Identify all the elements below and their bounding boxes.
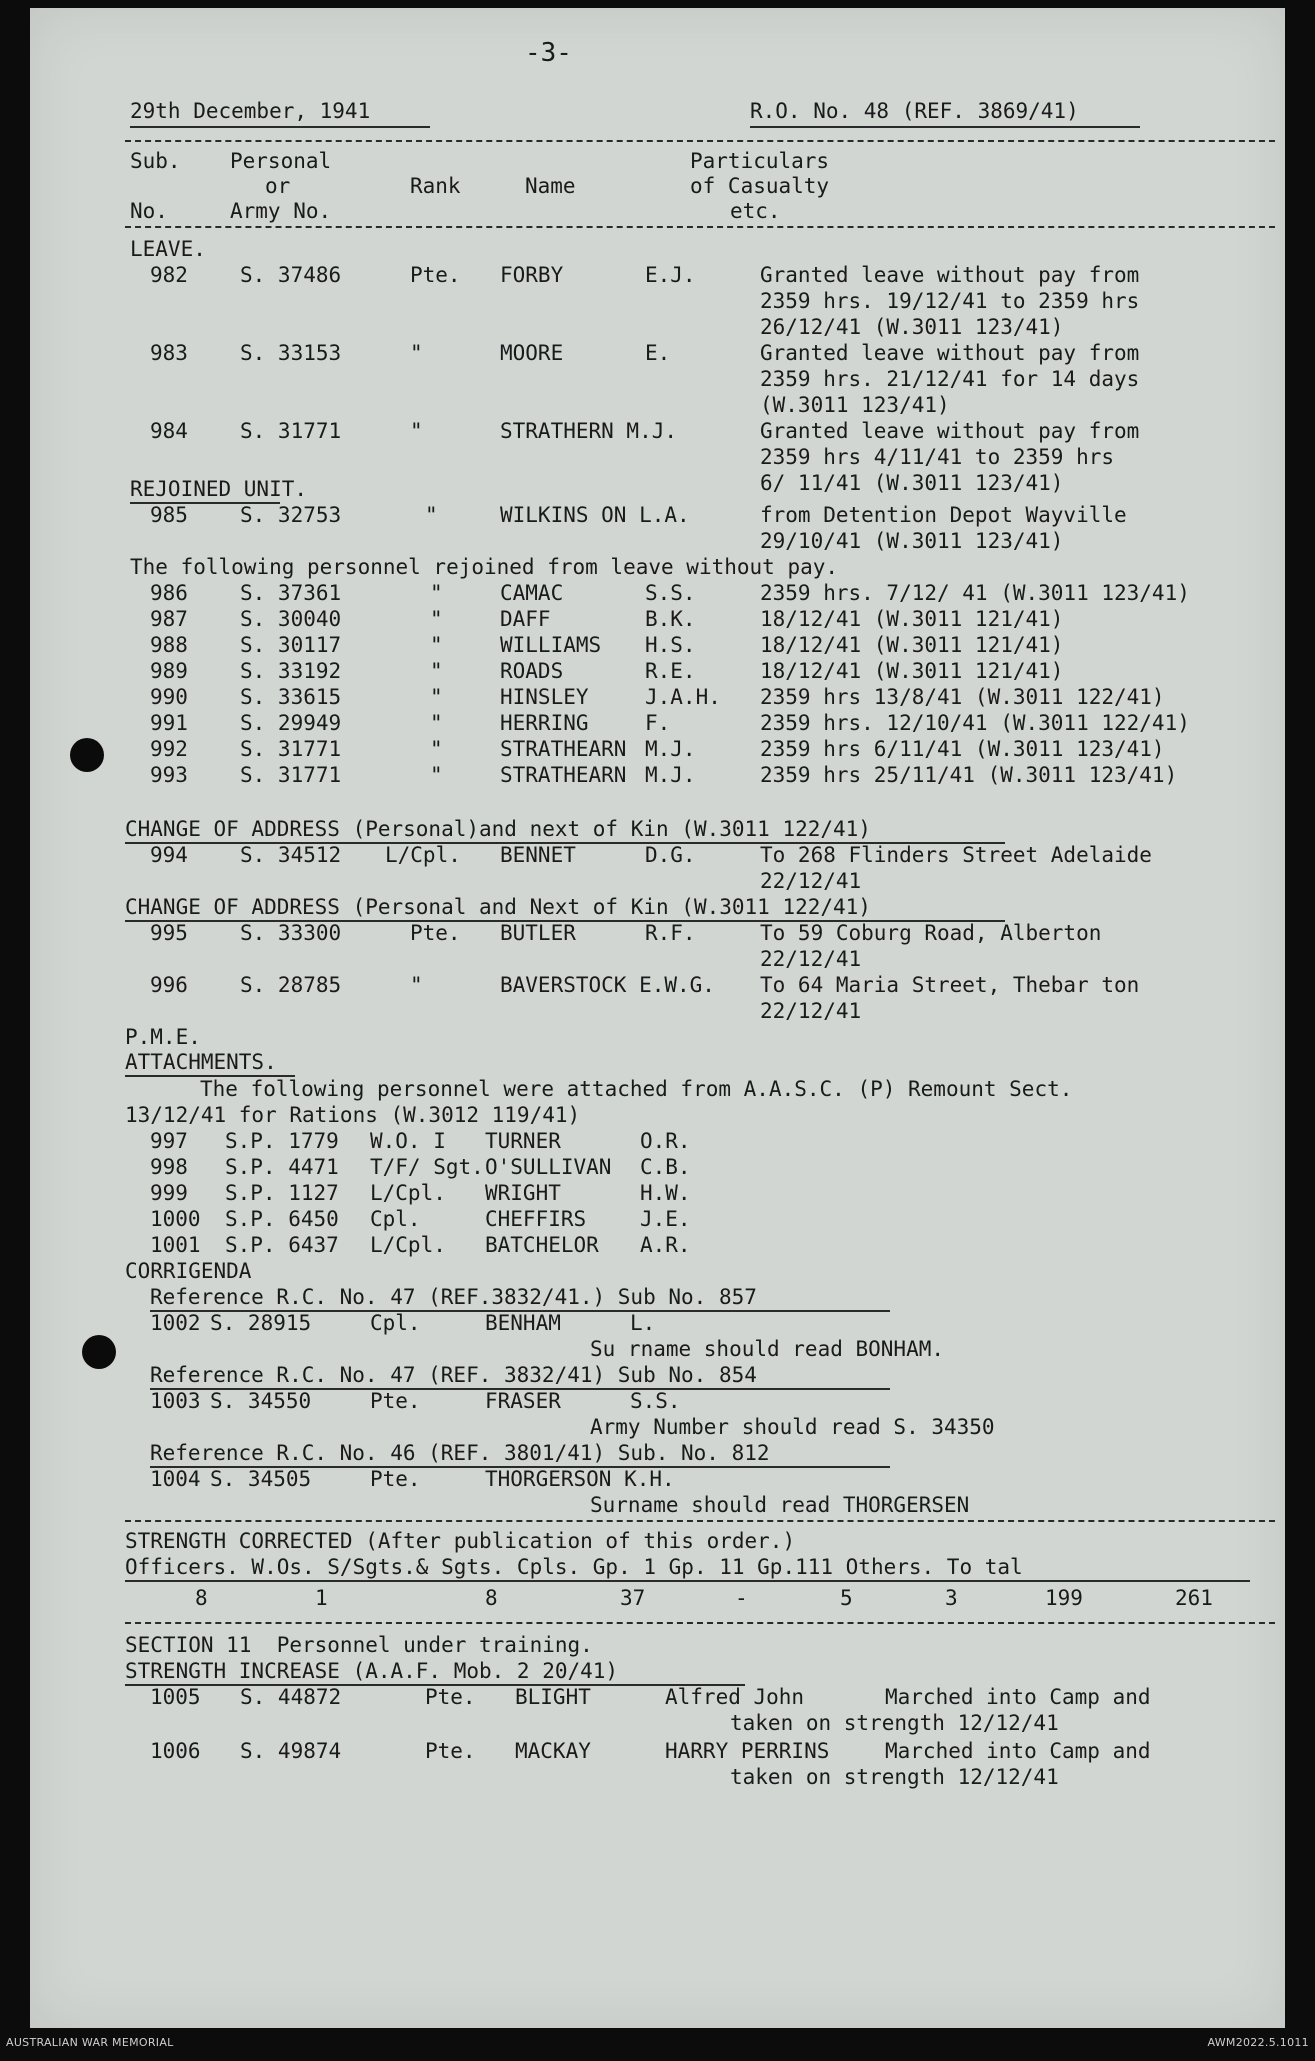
row-rank: " <box>430 581 443 605</box>
col-army-3: Army No. <box>230 199 332 223</box>
row-particulars: 2359 hrs. 21/12/41 for 14 days <box>760 367 1140 391</box>
row-name: STRATHERN M.J. <box>500 419 678 443</box>
section-leave: LEAVE. <box>130 237 206 261</box>
row-particulars: Granted leave without pay from <box>760 263 1140 287</box>
col-part-1: Particulars <box>690 149 830 173</box>
row-particulars: Marched into Camp and <box>885 1739 1151 1763</box>
row-initials: R.E. <box>645 659 696 683</box>
corrigenda-reference: Reference R.C. No. 46 (REF. 3801/41) Sub. No. 812 <box>150 1441 770 1465</box>
strength-divider <box>125 1520 1275 1522</box>
row-given-names: HARRY PERRINS <box>665 1739 830 1763</box>
row-particulars: 22/12/41 <box>760 947 862 971</box>
row-rank: " <box>425 503 438 527</box>
row-army-no: S. 29949 <box>240 711 342 735</box>
strength-value: 5 <box>840 1586 853 1610</box>
row-particulars: 29/10/41 (W.3011 123/41) <box>760 529 1064 553</box>
row-name: BAVERSTOCK E.W.G. <box>500 973 715 997</box>
row-rank: " <box>430 711 443 735</box>
row-particulars: 2359 hrs 4/11/41 to 2359 hrs <box>760 445 1115 469</box>
row-particulars: 18/12/41 (W.3011 121/41) <box>760 633 1064 657</box>
row-name: MOORE <box>500 341 564 365</box>
strength-value: - <box>735 1586 748 1610</box>
row-rank: " <box>410 341 423 365</box>
correction-note: Surname should read THORGERSEN <box>590 1493 970 1517</box>
row-particulars: Marched into Camp and <box>885 1685 1151 1709</box>
row-army-no: S. 28915 <box>210 1311 312 1335</box>
row-initials: D.G. <box>645 843 696 867</box>
row-rank: " <box>430 607 443 631</box>
section-11: SECTION 11 Personnel under training. <box>125 1633 593 1657</box>
document-page <box>30 8 1285 2028</box>
row-particulars: 2359 hrs. 19/12/41 to 2359 hrs <box>760 289 1140 313</box>
row-rank: " <box>430 763 443 787</box>
row-particulars: 2359 hrs 13/8/41 (W.3011 122/41) <box>760 685 1165 709</box>
section-increase: STRENGTH INCREASE (A.A.F. Mob. 2 20/41) <box>125 1659 619 1683</box>
correction-note: Army Number should read S. 34350 <box>590 1415 995 1439</box>
row-army-no: S. 31771 <box>240 737 342 761</box>
row-name: WRIGHT <box>485 1181 561 1205</box>
row-sub: 991 <box>150 711 188 735</box>
row-name: TURNER <box>485 1129 561 1153</box>
row-name: THORGERSON K.H. <box>485 1467 675 1491</box>
row-sub: 996 <box>150 973 188 997</box>
row-name: BLIGHT <box>515 1685 591 1709</box>
row-name: BENNET <box>500 843 576 867</box>
strength-value: 37 <box>620 1586 646 1610</box>
row-sub: 982 <box>150 263 188 287</box>
row-name: O'SULLIVAN <box>485 1155 612 1179</box>
row-initials: M.J. <box>645 763 696 787</box>
row-army-no: S. 34512 <box>240 843 342 867</box>
row-particulars: taken on strength 12/12/41 <box>730 1711 1059 1735</box>
section-pme: P.M.E. <box>125 1025 201 1049</box>
row-sub: 1005 <box>150 1685 201 1709</box>
row-rank: Cpl. <box>370 1311 421 1335</box>
row-sub: 997 <box>150 1129 188 1153</box>
row-name: CAMAC <box>500 581 564 605</box>
row-particulars: (W.3011 123/41) <box>760 393 950 417</box>
row-rank: W.O. I <box>370 1129 446 1153</box>
row-particulars: 2359 hrs 6/11/41 (W.3011 123/41) <box>760 737 1165 761</box>
row-sub: 986 <box>150 581 188 605</box>
row-initials: J.E. <box>640 1207 691 1231</box>
row-name: BATCHELOR <box>485 1233 599 1257</box>
row-name: MACKAY <box>515 1739 591 1763</box>
row-name: HINSLEY <box>500 685 589 709</box>
row-particulars: 26/12/41 (W.3011 123/41) <box>760 315 1064 339</box>
row-particulars: taken on strength 12/12/41 <box>730 1765 1059 1789</box>
date-underline <box>130 126 430 128</box>
row-initials: M.J. <box>645 737 696 761</box>
rejoin-note: The following personnel rejoined from leave without pay. <box>130 555 839 579</box>
row-initials: J.A.H. <box>645 685 721 709</box>
attach-note-2: 13/12/41 for Rations (W.3012 119/41) <box>125 1103 581 1127</box>
row-particulars: To 64 Maria Street, Thebar ton <box>760 973 1140 997</box>
row-name: WILKINS ON L.A. <box>500 503 690 527</box>
col-sub-3: No. <box>130 199 168 223</box>
row-army-no: S. 28785 <box>240 973 342 997</box>
row-initials: A.R. <box>640 1233 691 1257</box>
col-name: Name <box>525 174 576 198</box>
row-rank: " <box>430 737 443 761</box>
order-text <box>30 8 1285 2028</box>
row-sub: 998 <box>150 1155 188 1179</box>
row-particulars: 22/12/41 <box>760 869 862 893</box>
strength-header-underline <box>125 1580 1250 1582</box>
row-rank: Cpl. <box>370 1207 421 1231</box>
row-particulars: To 59 Coburg Road, Alberton <box>760 921 1102 945</box>
row-rank: L/Cpl. <box>370 1181 446 1205</box>
row-sub: 1003 <box>150 1389 201 1413</box>
corrigenda-reference: Reference R.C. No. 47 (REF.3832/41.) Sub No. 857 <box>150 1285 757 1309</box>
row-army-no: S.P. 4471 <box>225 1155 339 1179</box>
row-initials: F. <box>645 711 671 735</box>
row-rank: " <box>430 685 443 709</box>
row-sub: 1006 <box>150 1739 201 1763</box>
section-corrigenda: CORRIGENDA <box>125 1259 252 1283</box>
row-name: BUTLER <box>500 921 576 945</box>
col-part-2: of Casualty <box>690 174 830 198</box>
row-army-no: S. 31771 <box>240 763 342 787</box>
row-particulars: 22/12/41 <box>760 999 862 1023</box>
row-sub: 999 <box>150 1181 188 1205</box>
row-particulars: from Detention Depot Wayville <box>760 503 1127 527</box>
row-initials: E. <box>645 341 671 365</box>
strength-value: 8 <box>195 1586 208 1610</box>
row-name: STRATHEARN <box>500 737 627 761</box>
row-particulars: Granted leave without pay from <box>760 419 1140 443</box>
row-army-no: S.P. 1779 <box>225 1129 339 1153</box>
col-rank: Rank <box>410 174 461 198</box>
row-name: WILLIAMS <box>500 633 602 657</box>
row-army-no: S. 30117 <box>240 633 342 657</box>
row-sub: 989 <box>150 659 188 683</box>
row-particulars: Granted leave without pay from <box>760 341 1140 365</box>
row-rank: L/Cpl. <box>385 843 461 867</box>
row-initials: L. <box>630 1311 656 1335</box>
row-particulars: 2359 hrs 25/11/41 (W.3011 123/41) <box>760 763 1178 787</box>
row-initials: C.B. <box>640 1155 691 1179</box>
punch-hole-2 <box>82 1335 116 1369</box>
order-reference: R.O. No. 48 (REF. 3869/41) <box>750 99 1079 123</box>
row-army-no: S. 32753 <box>240 503 342 527</box>
section-coa-2: CHANGE OF ADDRESS (Personal and Next of Kin (W.3011 122/41) <box>125 895 871 919</box>
strength-value: 199 <box>1045 1586 1083 1610</box>
section-attachments: ATTACHMENTS. <box>125 1050 277 1074</box>
row-particulars: 18/12/41 (W.3011 121/41) <box>760 607 1064 631</box>
row-rank: Pte. <box>410 921 461 945</box>
attach-note-1: The following personnel were attached from A.A.S.C. (P) Remount Sect. <box>200 1077 1073 1101</box>
row-army-no: S. 37486 <box>240 263 342 287</box>
row-sub: 988 <box>150 633 188 657</box>
row-sub: 1000 <box>150 1207 201 1231</box>
row-army-no: S.P. 6437 <box>225 1233 339 1257</box>
row-army-no: S. 34550 <box>210 1389 312 1413</box>
strength-divider-2 <box>125 1622 1275 1624</box>
row-sub: 995 <box>150 921 188 945</box>
row-army-no: S. 33615 <box>240 685 342 709</box>
row-initials: B.K. <box>645 607 696 631</box>
section-rejoined: REJOINED UNIT. <box>130 477 308 501</box>
row-particulars: To 268 Flinders Street Adelaide <box>760 843 1152 867</box>
row-army-no: S. 49874 <box>240 1739 342 1763</box>
row-rank: " <box>410 973 423 997</box>
row-sub: 992 <box>150 737 188 761</box>
row-army-no: S.P. 6450 <box>225 1207 339 1231</box>
row-army-no: S. 30040 <box>240 607 342 631</box>
footer-archive: AUSTRALIAN WAR MEMORIAL <box>6 2036 174 2049</box>
corrigenda-reference: Reference R.C. No. 47 (REF. 3832/41) Sub No. 854 <box>150 1363 757 1387</box>
row-sub: 1001 <box>150 1233 201 1257</box>
row-initials: E.J. <box>645 263 696 287</box>
row-army-no: S. 44872 <box>240 1685 342 1709</box>
row-rank: " <box>430 633 443 657</box>
row-rank: " <box>410 419 423 443</box>
row-rank: Pte. <box>425 1685 476 1709</box>
correction-note: Su rname should read BONHAM. <box>590 1337 945 1361</box>
header-divider-2 <box>125 226 1275 228</box>
row-initials: S.S. <box>630 1389 681 1413</box>
col-sub-1: Sub. <box>130 149 181 173</box>
col-army-2: or <box>265 174 291 198</box>
row-rank: Pte. <box>425 1739 476 1763</box>
row-name: CHEFFIRS <box>485 1207 587 1231</box>
row-army-no: S.P. 1127 <box>225 1181 339 1205</box>
strength-value: 3 <box>945 1586 958 1610</box>
row-sub: 1004 <box>150 1467 201 1491</box>
order-date: 29th December, 1941 <box>130 99 371 123</box>
strength-value: 261 <box>1175 1586 1213 1610</box>
row-army-no: S. 37361 <box>240 581 342 605</box>
row-particulars: 2359 hrs. 12/10/41 (W.3011 122/41) <box>760 711 1190 735</box>
row-name: STRATHEARN <box>500 763 627 787</box>
row-name: ROADS <box>500 659 564 683</box>
row-army-no: S. 31771 <box>240 419 342 443</box>
ref-underline <box>750 126 1140 128</box>
row-given-names: Alfred John <box>665 1685 805 1709</box>
row-initials: H.W. <box>640 1181 691 1205</box>
row-rank: Pte. <box>370 1467 421 1491</box>
row-sub: 1002 <box>150 1311 201 1335</box>
row-particulars: 18/12/41 (W.3011 121/41) <box>760 659 1064 683</box>
row-rank: Pte. <box>410 263 461 287</box>
row-initials: O.R. <box>640 1129 691 1153</box>
strength-header: Officers. W.Os. S/Sgts.& Sgts. Cpls. Gp. 1 Gp. 11 Gp.111 Others. To tal <box>125 1555 1023 1579</box>
row-sub: 990 <box>150 685 188 709</box>
row-name: HERRING <box>500 711 589 735</box>
row-particulars: 6/ 11/41 (W.3011 123/41) <box>760 471 1064 495</box>
row-rank: L/Cpl. <box>370 1233 446 1257</box>
row-army-no: S. 33192 <box>240 659 342 683</box>
strength-value: 1 <box>315 1586 328 1610</box>
row-army-no: S. 33300 <box>240 921 342 945</box>
row-army-no: S. 33153 <box>240 341 342 365</box>
footer-id: AWM2022.5.1011 <box>1207 2036 1309 2049</box>
row-sub: 985 <box>150 503 188 527</box>
row-sub: 993 <box>150 763 188 787</box>
punch-hole-1 <box>70 738 104 772</box>
row-rank: T/F/ Sgt. <box>370 1155 484 1179</box>
page-number: -3- <box>525 38 572 68</box>
section-strength: STRENGTH CORRECTED (After publication of this order.) <box>125 1529 796 1553</box>
row-name: FORBY <box>500 263 564 287</box>
strength-value: 8 <box>485 1586 498 1610</box>
row-sub: 984 <box>150 419 188 443</box>
col-part-3: etc. <box>730 199 781 223</box>
row-rank: Pte. <box>370 1389 421 1413</box>
row-sub: 983 <box>150 341 188 365</box>
row-name: BENHAM <box>485 1311 561 1335</box>
col-army-1: Personal <box>230 149 332 173</box>
row-initials: R.F. <box>645 921 696 945</box>
row-rank: " <box>430 659 443 683</box>
row-name: FRASER <box>485 1389 561 1413</box>
row-particulars: 2359 hrs. 7/12/ 41 (W.3011 123/41) <box>760 581 1190 605</box>
row-initials: S.S. <box>645 581 696 605</box>
row-sub: 987 <box>150 607 188 631</box>
row-initials: H.S. <box>645 633 696 657</box>
header-divider <box>125 140 1275 142</box>
row-army-no: S. 34505 <box>210 1467 312 1491</box>
row-name: DAFF <box>500 607 551 631</box>
row-sub: 994 <box>150 843 188 867</box>
section-coa-1: CHANGE OF ADDRESS (Personal)and next of Kin (W.3011 122/41) <box>125 817 871 841</box>
